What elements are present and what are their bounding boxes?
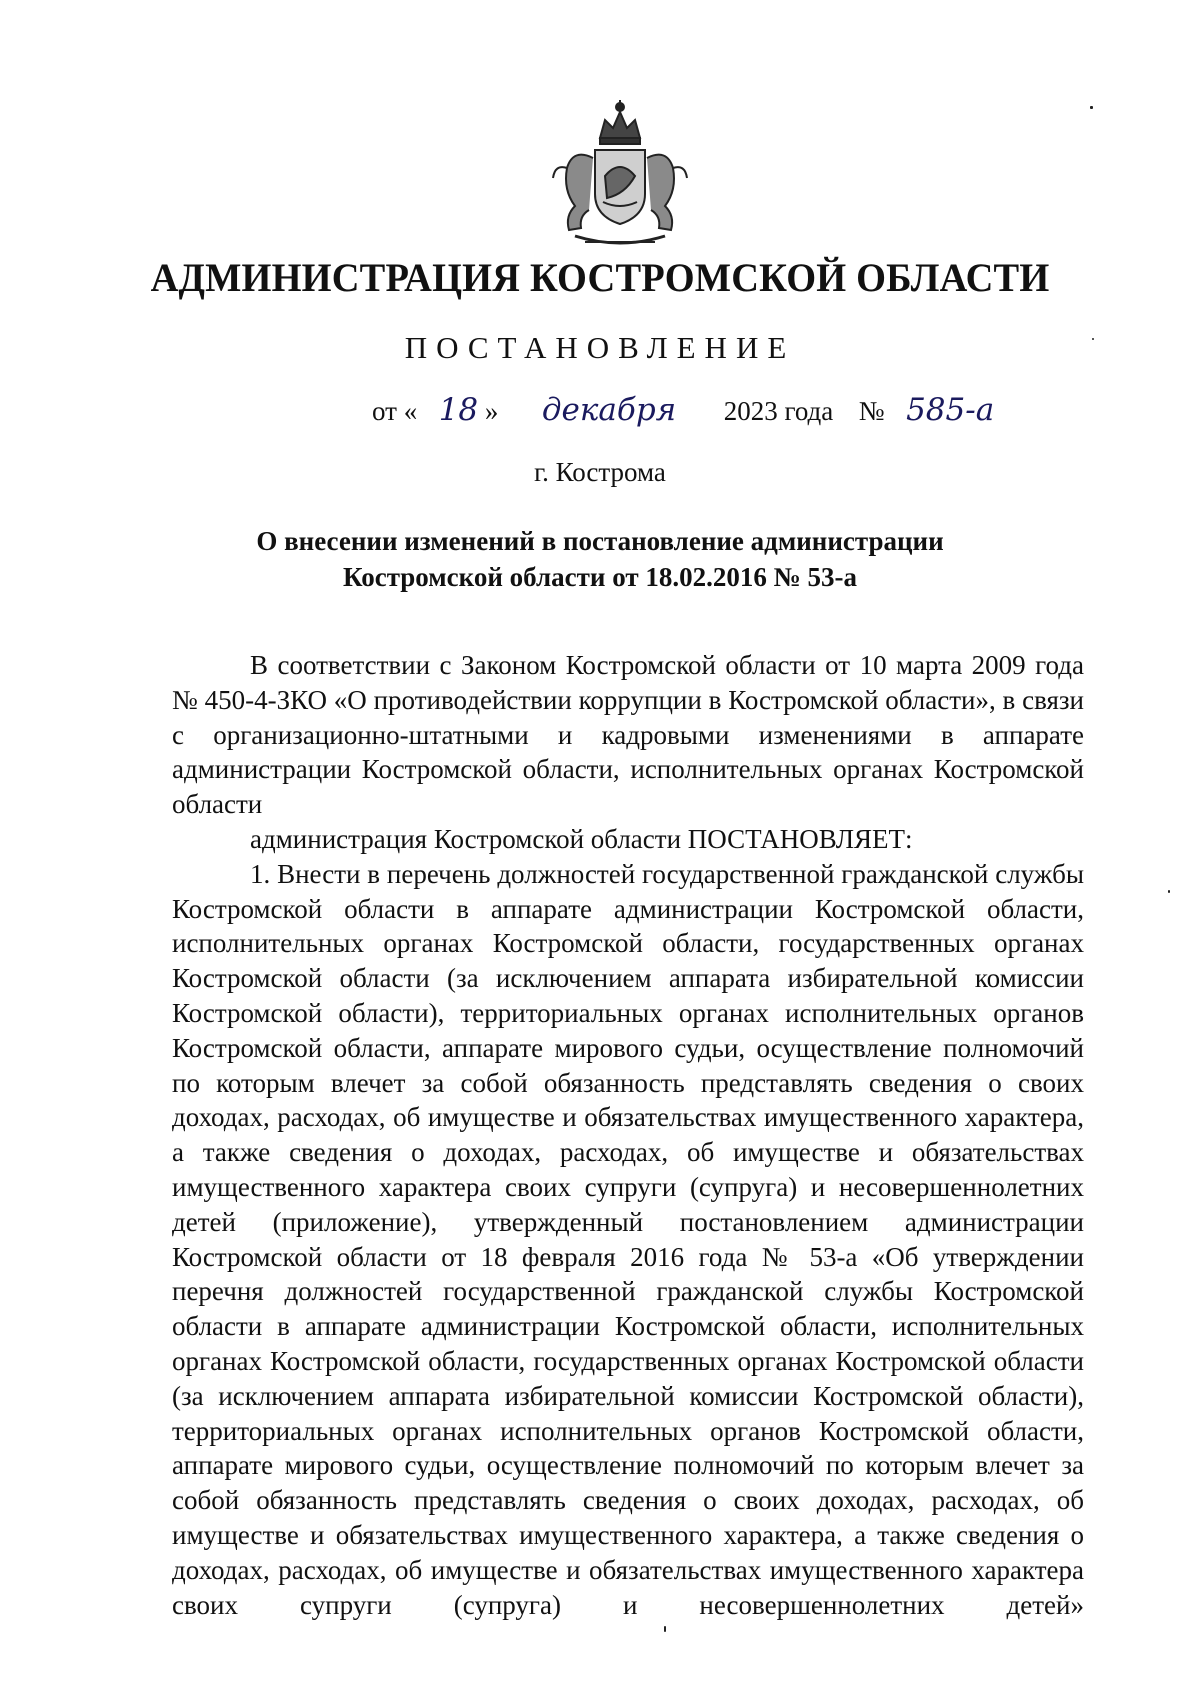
city: г. Кострома	[534, 457, 666, 487]
resolution-paragraph: администрация Костромской области ПОСТАНОВЛЯЕТ:	[250, 823, 913, 854]
handwritten-month: декабря	[541, 392, 677, 428]
document-date-line	[372, 392, 994, 428]
subject-line-1: О внесении изменений в постановление администрации	[256, 526, 944, 556]
number-sign: №	[858, 396, 885, 426]
preamble-paragraph: В соответствии с Законом Костромской области от 10 марта 2009 года № 450-4-ЗКО «О противодействии коррупции в Костромской области», в связи с организационно-штатными и кадровыми изменениями в аппарате администрации Костромской области, исполнительных органах Костромской области	[172, 650, 1084, 820]
handwritten-day: 18	[438, 392, 479, 428]
subject-line-2: Костромской области от 18.02.2016 № 53-а	[342, 562, 857, 592]
document-body	[172, 648, 1084, 1622]
scan-speck	[664, 1626, 666, 1632]
document-subject	[0, 523, 1200, 595]
scan-speck	[1092, 338, 1094, 340]
scan-speck	[1168, 890, 1170, 893]
item-1-paragraph: 1. Внести в перечень должностей государственной гражданской службы Костромской области в аппарате администрации Костромской области, исполнительных органах Костромской области, государственных органах Костромской области (за исключением аппарата избирательной комиссии Костромской области), территориальных органах исполнительных органов Костромской области, аппарате мирового судьи, осуществление полномочий по которым влечет за собой обязанность представлять сведения о своих доходах, расходах, об имуществе и обязательствах имущественного характера, а также сведения о доходах, расходах, об имуществе и обязательствах имущественного характера своих супруги (супруга) и несовершеннолетних детей (приложение), утвержденный постановлением администрации Костромской области от 18 февраля 2016 года № 53-а «Об утверждении перечня должностей государственной гражданской службы Костромской области в аппарате администрации Костромской области, исполнительных органах Костромской области, государственных органах Костромской области (за исключением аппарата избирательной комиссии Костромской области), территориальных органах исполнительных органов Костромской области, аппарате мирового судьи, осуществление полномочий по которым влечет за собой обязанность представлять сведения о своих доходах, расходах, об имуществе и обязательствах имущественного характера, а также сведения о доходах, расходах, об имуществе и обязательствах имущественного характера своих супруги (супруга) и несовершеннолетних детей»	[172, 858, 1084, 1620]
date-year: 2023 года	[723, 396, 834, 426]
date-close-quote: »	[484, 396, 499, 426]
document-type: ПОСТАНОВЛЕНИЕ	[404, 330, 796, 365]
date-prefix: от «	[372, 396, 418, 426]
handwritten-document-number: 585-а	[906, 392, 995, 428]
scan-speck	[1090, 106, 1093, 109]
organization-title: АДМИНИСТРАЦИЯ КОСТРОМСКОЙ ОБЛАСТИ	[150, 255, 1050, 300]
coat-of-arms-icon	[545, 98, 695, 254]
